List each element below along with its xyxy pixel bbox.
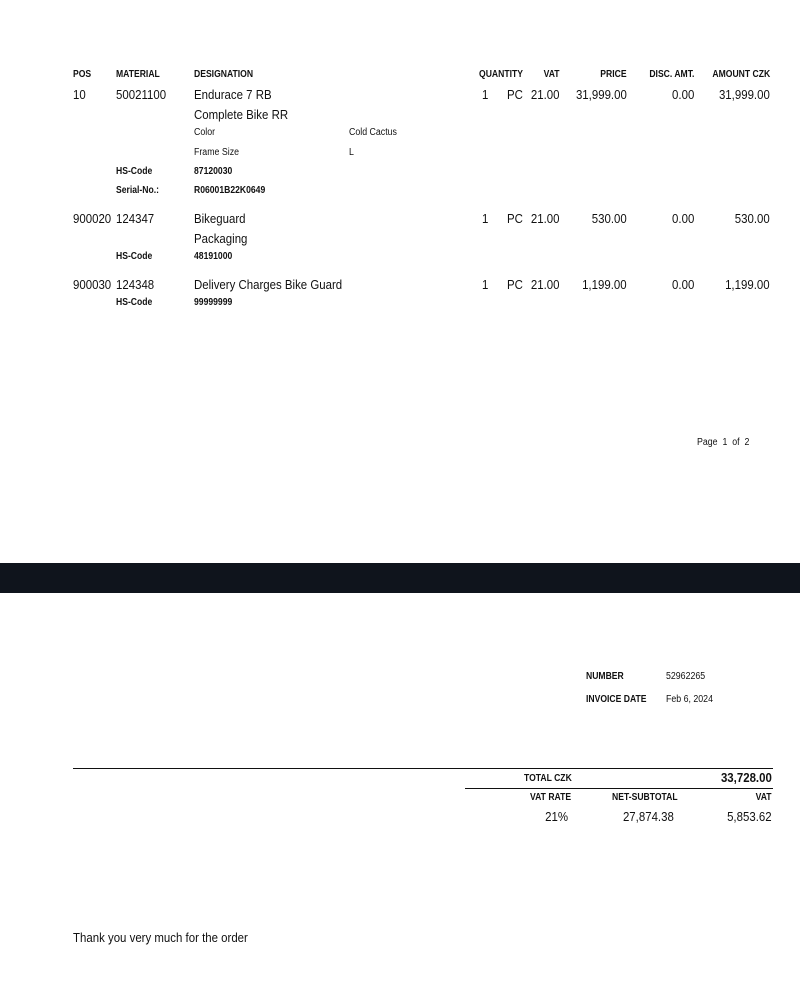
invoice-page-2 <box>0 593 800 1000</box>
totals-top-rule <box>73 768 773 769</box>
item-vat: 21.00 <box>531 87 560 102</box>
attribute-value: Cold Cactus <box>349 127 397 138</box>
item-qty: 1 <box>482 277 489 292</box>
hs-code-value: 99999999 <box>194 297 233 308</box>
item-amount: 31,999.00 <box>719 87 770 102</box>
item-designation-2: Complete Bike RR <box>194 107 289 122</box>
invoice-number-label: NUMBER <box>586 671 624 682</box>
total-value: 33,728.00 <box>721 770 772 785</box>
thank-you-note: Thank you very much for the order <box>73 930 248 945</box>
totals-mid-rule <box>465 788 773 789</box>
attribute-label: Frame Size <box>194 147 239 158</box>
col-price-header: PRICE <box>600 69 627 80</box>
col-vat-header: VAT <box>544 69 560 80</box>
col-material-header: MATERIAL <box>116 69 160 80</box>
item-disc: 0.00 <box>671 87 694 102</box>
attribute-label: Color <box>194 127 216 138</box>
invoice-date: Feb 6, 2024 <box>666 694 713 705</box>
invoice-number: 52962265 <box>666 671 706 682</box>
item-designation: Delivery Charges Bike Guard <box>194 277 343 292</box>
item-price: 530.00 <box>592 211 627 226</box>
item-amount: 1,199.00 <box>725 277 770 292</box>
col-pos-header: POS <box>73 69 92 80</box>
hs-code-label: HS-Code <box>116 297 153 308</box>
attribute-value: L <box>349 147 354 158</box>
item-material: 124348 <box>116 277 155 292</box>
item-qty: 1 <box>482 211 489 226</box>
vat-rate-value: 21% <box>545 809 568 824</box>
net-subtotal-label: NET-SUBTOTAL <box>612 792 678 803</box>
hs-code-label: HS-Code <box>116 166 153 177</box>
col-quantity-header: QUANTITY <box>479 69 523 80</box>
item-pos: 900030 <box>73 277 112 292</box>
item-price: 1,199.00 <box>582 277 627 292</box>
item-unit: PC <box>507 87 523 102</box>
item-material: 50021100 <box>116 87 167 102</box>
item-vat: 21.00 <box>531 277 560 292</box>
total-label: TOTAL CZK <box>524 773 572 784</box>
item-qty: 1 <box>482 87 489 102</box>
page-label: Page <box>697 437 718 448</box>
serial-value: R06001B22K0649 <box>194 185 266 196</box>
item-unit: PC <box>507 211 523 226</box>
page-current: 1 <box>722 437 728 448</box>
item-designation-2: Packaging <box>194 231 248 246</box>
item-designation: Bikeguard <box>194 211 246 226</box>
page-total: 2 <box>744 437 750 448</box>
item-designation: Endurace 7 RB <box>194 87 272 102</box>
hs-code-value: 87120030 <box>194 166 233 177</box>
net-subtotal-value: 27,874.38 <box>623 809 674 824</box>
vat-label: VAT <box>756 792 772 803</box>
serial-label: Serial-No.: <box>116 185 160 196</box>
item-pos: 900020 <box>73 211 112 226</box>
item-amount: 530.00 <box>735 211 770 226</box>
vat-value: 5,853.62 <box>727 809 772 824</box>
item-unit: PC <box>507 277 523 292</box>
page-indicator <box>697 438 749 448</box>
hs-code-label: HS-Code <box>116 251 153 262</box>
item-disc: 0.00 <box>671 211 694 226</box>
col-amount-header: AMOUNT CZK <box>712 69 770 80</box>
page-of-label: of <box>732 437 740 448</box>
hs-code-value: 48191000 <box>194 251 233 262</box>
item-pos: 10 <box>73 87 86 102</box>
item-price: 31,999.00 <box>576 87 627 102</box>
item-material: 124347 <box>116 211 155 226</box>
item-disc: 0.00 <box>671 277 694 292</box>
col-disc-header: DISC. AMT. <box>648 69 694 80</box>
vat-rate-label: VAT RATE <box>530 792 572 803</box>
col-designation-header: DESIGNATION <box>194 69 254 80</box>
page-divider <box>0 563 800 593</box>
item-vat: 21.00 <box>531 211 560 226</box>
invoice-date-label: INVOICE DATE <box>586 694 647 705</box>
